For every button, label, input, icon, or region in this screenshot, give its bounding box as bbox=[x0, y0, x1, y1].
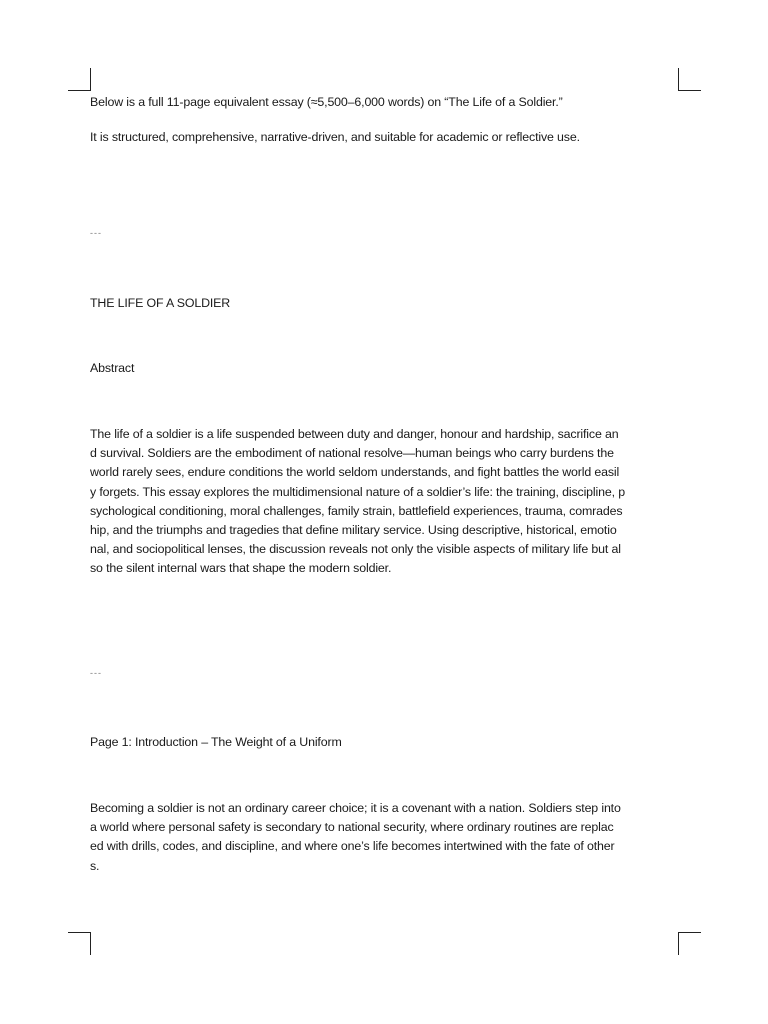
crop-mark-bottom-right bbox=[678, 932, 701, 955]
page1-line: Becoming a soldier is not an ordinary career choice; it is a covenant with a nation. Soldiers step into bbox=[90, 801, 621, 815]
abstract-line: world rarely sees, endure conditions the world seldom understands, and fight battles the world easil bbox=[90, 465, 620, 480]
essay-title: THE LIFE OF A SOLDIER bbox=[90, 296, 231, 310]
crop-mark-top-right bbox=[678, 68, 701, 91]
page1-heading: Page 1: Introduction – The Weight of a Uniform bbox=[90, 735, 342, 749]
separator-2: --- bbox=[90, 668, 102, 678]
abstract-line: The life of a soldier is a life suspended between duty and danger, honour and hardship, sacrifice an bbox=[90, 427, 619, 441]
abstract-line: y forgets. This essay explores the multidimensional nature of a soldier’s life: the training, discipline, p bbox=[90, 484, 625, 499]
crop-mark-bottom-left bbox=[68, 932, 91, 955]
page1-paragraph bbox=[90, 799, 680, 876]
intro-line-2: It is structured, comprehensive, narrative-driven, and suitable for academic or reflective use. bbox=[90, 130, 580, 144]
abstract-paragraph bbox=[90, 425, 680, 579]
abstract-line: sychological conditioning, moral challenges, family strain, battlefield experiences, trauma, comrades bbox=[90, 503, 623, 518]
page1-line: ed with drills, codes, and discipline, and where one’s life becomes intertwined with the fate of other bbox=[90, 839, 615, 854]
abstract-heading: Abstract bbox=[90, 361, 135, 375]
abstract-line: nal, and sociopolitical lenses, the discussion reveals not only the visible aspects of military life but al bbox=[90, 542, 621, 557]
page1-line: s. bbox=[90, 858, 100, 873]
abstract-line: so the silent internal wars that shape the modern soldier. bbox=[90, 561, 392, 576]
page1-line: a world where personal safety is secondary to national security, where ordinary routines are replac bbox=[90, 820, 614, 835]
crop-mark-top-left bbox=[68, 68, 91, 91]
separator-1: --- bbox=[90, 228, 102, 238]
abstract-line: d survival. Soldiers are the embodiment of national resolve—human beings who carry burdens the bbox=[90, 446, 614, 461]
intro-line-1: Below is a full 11-page equivalent essay (≈5,500–6,000 words) on “The Life of a Soldier.” bbox=[90, 95, 563, 109]
abstract-line: hip, and the triumphs and tragedies that define military service. Using descriptive, historical, emotio bbox=[90, 523, 617, 538]
